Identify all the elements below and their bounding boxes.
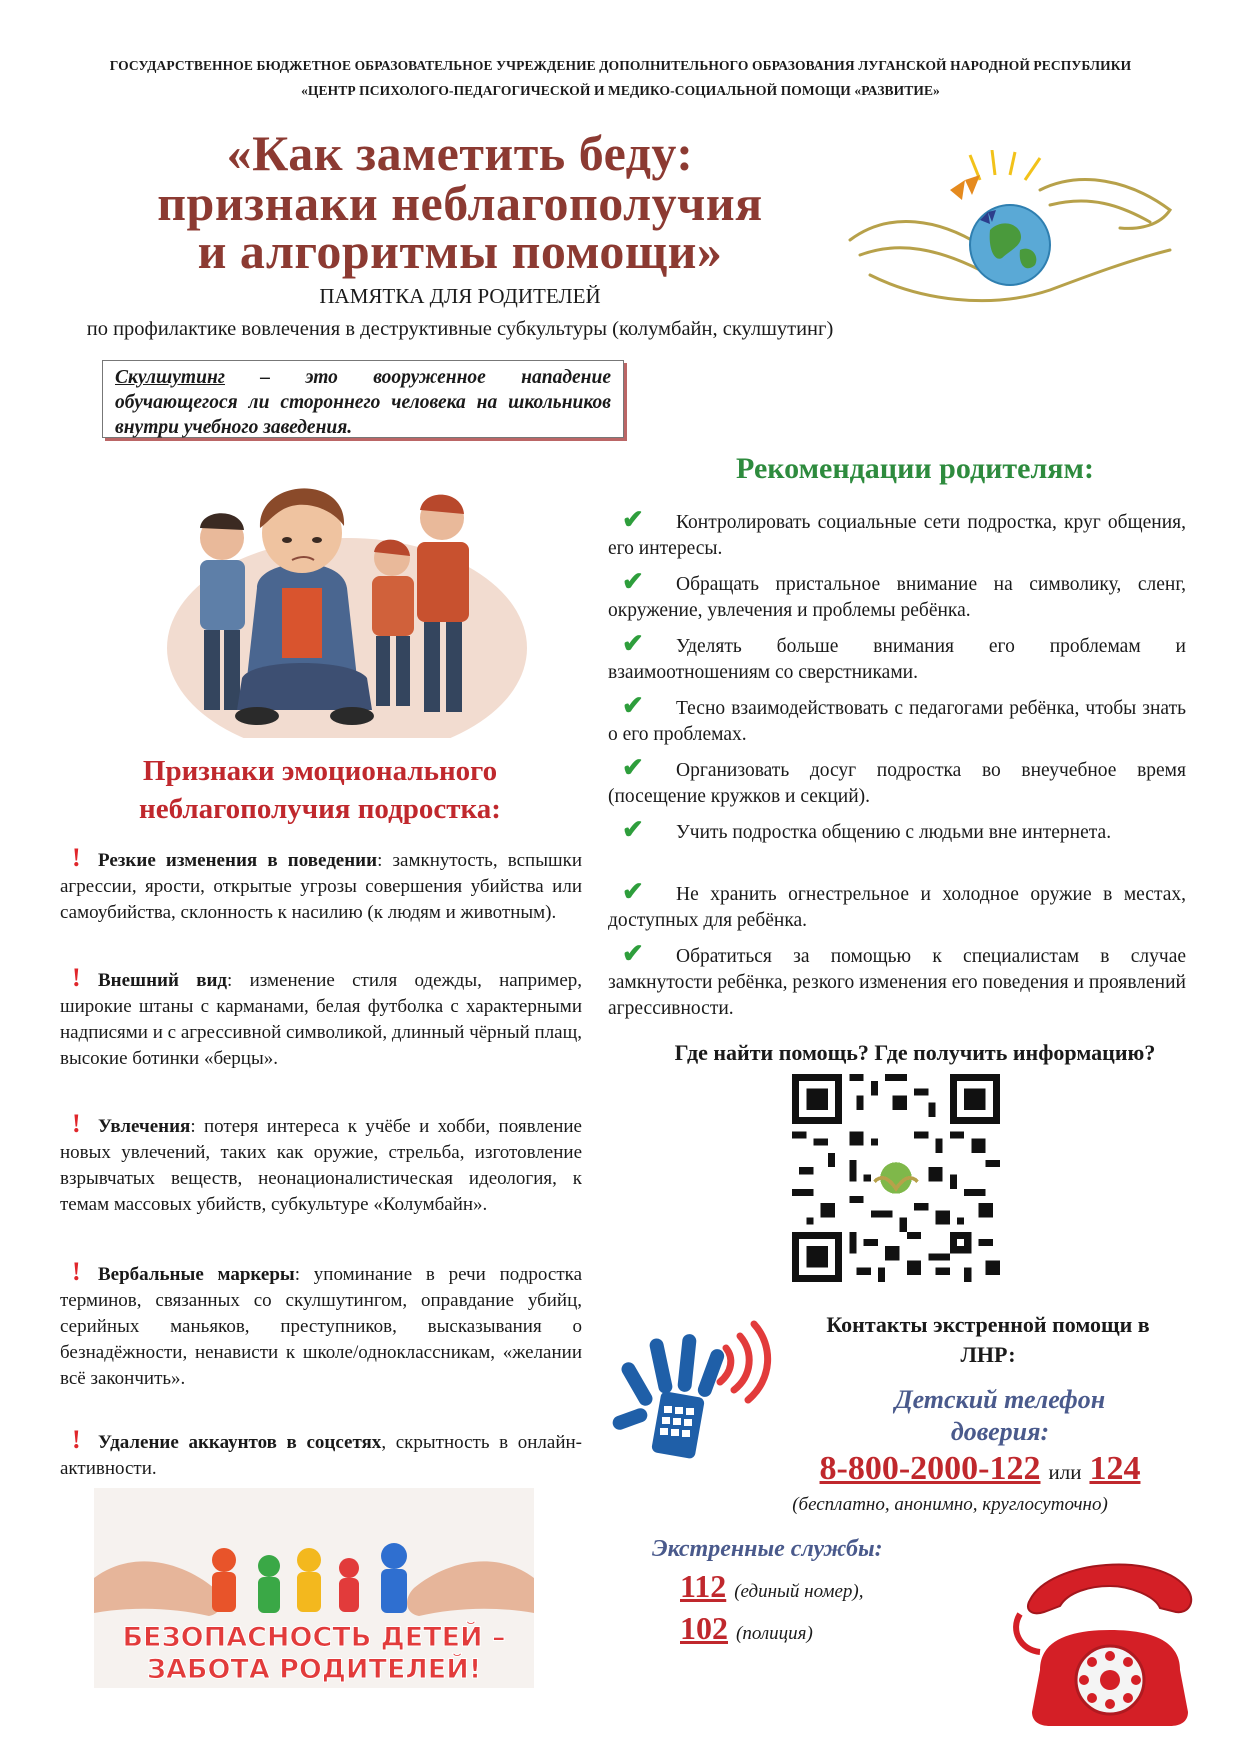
recommendation-item	[608, 691, 1186, 748]
sign-heading: Удаление аккаунтов в соцсетях	[98, 1432, 382, 1453]
banner-line-1: БЕЗОПАСНОСТЬ ДЕТЕЙ –	[122, 1622, 506, 1653]
sign-text: : упоминание в речи подростка терминов, связанных со скулшутингом, оправдание убийц, серийных маньяков, преступников, высказывания о безнадёжности, ненависти к школе/одноклассникам, «желании всё закончить».	[60, 1264, 582, 1389]
emergency-item	[680, 1568, 864, 1605]
recommendation-item	[608, 815, 1186, 846]
sign-item	[60, 1257, 582, 1392]
definition-box	[102, 360, 624, 438]
checkmark-icon: ✔	[622, 505, 644, 534]
free-note: (бесплатно, анонимно, круглосуточно)	[792, 1494, 1108, 1515]
checkmark-icon: ✔	[622, 629, 644, 658]
emergency-number-link[interactable]: 112	[680, 1568, 727, 1604]
contacts-title-line-2: ЛНР:	[960, 1342, 1016, 1367]
exclamation-icon: !	[72, 1257, 81, 1286]
recommendation-item	[608, 567, 1186, 624]
signs-title-line-1: Признаки эмоционального	[142, 755, 498, 787]
sign-item	[60, 1109, 582, 1218]
recommendation-item	[608, 877, 1186, 934]
sign-item	[60, 963, 582, 1072]
short-number-link[interactable]: 124	[1089, 1450, 1141, 1487]
checkmark-icon: ✔	[622, 567, 644, 596]
memo-subtitle: по профилактике вовлечения в деструктивные субкультуры (колумбайн, скулшутинг)	[86, 318, 834, 340]
exclamation-icon: !	[72, 963, 81, 992]
qr-code[interactable]	[792, 1074, 1000, 1282]
child-helpline-line-1: Детский телефон	[894, 1385, 1106, 1414]
recommendation-text: Тесно взаимодействовать с педагогами ребёнка, чтобы знать о его проблемах.	[608, 698, 1186, 745]
help-question: Где найти помощь? Где получить информацию?	[674, 1040, 1156, 1065]
exclamation-icon: !	[72, 843, 81, 872]
org-name-line-2: «ЦЕНТР ПСИХОЛОГО-ПЕДАГОГИЧЕСКОЙ И МЕДИКО-СОЦИАЛЬНОЙ ПОМОЩИ «РАЗВИТИЕ»	[301, 83, 940, 98]
sign-text: : потеря интереса к учёбе и хобби, появление новых увлечений, таких как оружие, стрельба, изготовление взрывчатых веществ, неонационалистическая идеология, к темам массовых убийств, субкультуре «Колумбайн».	[60, 1116, 582, 1215]
emergency-item	[680, 1610, 813, 1647]
signs-title-line-2: неблагополучия подростка:	[139, 793, 501, 825]
hotline-numbers	[760, 1450, 1200, 1488]
emergency-note: (единый номер),	[734, 1581, 864, 1602]
child-helpline-title	[780, 1384, 1220, 1448]
child-safety-banner	[94, 1488, 534, 1688]
sign-heading: Вербальные маркеры	[98, 1264, 295, 1285]
sign-heading: Увлечения	[98, 1116, 191, 1137]
hands-globe-emblem	[830, 150, 1190, 320]
recommendation-text: Не хранить огнестрельное и холодное оружие в местах, доступных для ребёнка.	[608, 884, 1186, 931]
definition-text: – это вооруженное нападение обучающегося ли стороннего человека на школьников внутри учебного заведения.	[115, 367, 611, 438]
recommendation-item	[608, 939, 1186, 1022]
recommendations-title: Рекомендации родителям:	[736, 452, 1094, 485]
hotline-number-link[interactable]: 8-800-2000-122	[819, 1450, 1041, 1487]
emergency-services-title: Экстренные службы:	[652, 1536, 883, 1562]
recommendation-item	[608, 629, 1186, 686]
sign-text: , скрытность в онлайн-активности.	[60, 1432, 582, 1479]
exclamation-icon: !	[72, 1425, 81, 1454]
recommendation-text: Организовать досуг подростка во внеучебное время (посещение кружков и секций).	[608, 760, 1186, 807]
sign-item	[60, 1425, 582, 1482]
recommendation-text: Учить подростка общению с людьми вне интернета.	[676, 822, 1112, 843]
emergency-number-link[interactable]: 102	[680, 1610, 728, 1646]
recommendation-text: Контролировать социальные сети подростка, круг общения, его интересы.	[608, 512, 1186, 559]
definition-term: Скулшутинг	[115, 367, 225, 388]
main-title-line-1: «Как заметить беду:	[226, 125, 694, 181]
recommendation-item	[608, 753, 1186, 810]
checkmark-icon: ✔	[622, 877, 644, 906]
sign-item	[60, 843, 582, 926]
helpline-hand-icon	[612, 1320, 772, 1465]
sign-heading: Резкие изменения в поведении	[98, 850, 378, 871]
recommendation-text: Обращать пристальное внимание на символику, сленг, окружение, увлечения и проблемы ребёнка.	[608, 574, 1186, 621]
emergency-note: (полиция)	[736, 1623, 813, 1644]
org-name-line-1: ГОСУДАРСТВЕННОЕ БЮДЖЕТНОЕ ОБРАЗОВАТЕЛЬНОЕ УЧРЕЖДЕНИЕ ДОПОЛНИТЕЛЬНОГО ОБРАЗОВАНИЯ ЛУГАНСКОЙ НАРОДНОЙ РЕСПУБЛИКИ	[109, 58, 1132, 73]
sad-teenager-illustration	[162, 448, 532, 738]
checkmark-icon: ✔	[622, 753, 644, 782]
checkmark-icon: ✔	[622, 939, 644, 968]
contacts-title	[778, 1310, 1198, 1370]
exclamation-icon: !	[72, 1109, 81, 1138]
recommendation-text: Обратиться за помощью к специалистам в случае замкнутости ребёнка, резкого изменения его поведения и проявлений агрессивности.	[608, 946, 1186, 1019]
banner-line-2: ЗАБОТА РОДИТЕЛЕЙ!	[146, 1654, 482, 1685]
main-title-line-2: признаки неблагополучия	[157, 175, 763, 231]
memo-title: ПАМЯТКА ДЛЯ РОДИТЕЛЕЙ	[319, 284, 601, 308]
checkmark-icon: ✔	[622, 691, 644, 720]
sign-text: : изменение стиля одежды, например, широкие штаны с карманами, белая футболка с характерными надписями и с агрессивной символикой, длинный чёрный плащ, высокие ботинки «берцы».	[60, 970, 582, 1069]
red-telephone-image	[1010, 1540, 1210, 1730]
checkmark-icon: ✔	[622, 815, 644, 844]
contacts-title-line-1: Контакты экстренной помощи в	[826, 1312, 1150, 1337]
recommendation-text: Уделять больше внимания его проблемам и взаимоотношениям со сверстниками.	[608, 636, 1186, 683]
child-helpline-line-2: доверия:	[950, 1417, 1050, 1446]
signs-section-title	[60, 752, 580, 828]
or-text: или	[1048, 1460, 1082, 1484]
sign-heading: Внешний вид	[98, 970, 228, 991]
recommendation-item	[608, 505, 1186, 562]
sign-text: : замкнутость, вспышки агрессии, ярости, открытые угрозы совершения убийства или самоубийства, склонность к насилию (к людям и животным).	[60, 850, 582, 923]
main-title-line-3: и алгоритмы помощи»	[197, 223, 723, 279]
